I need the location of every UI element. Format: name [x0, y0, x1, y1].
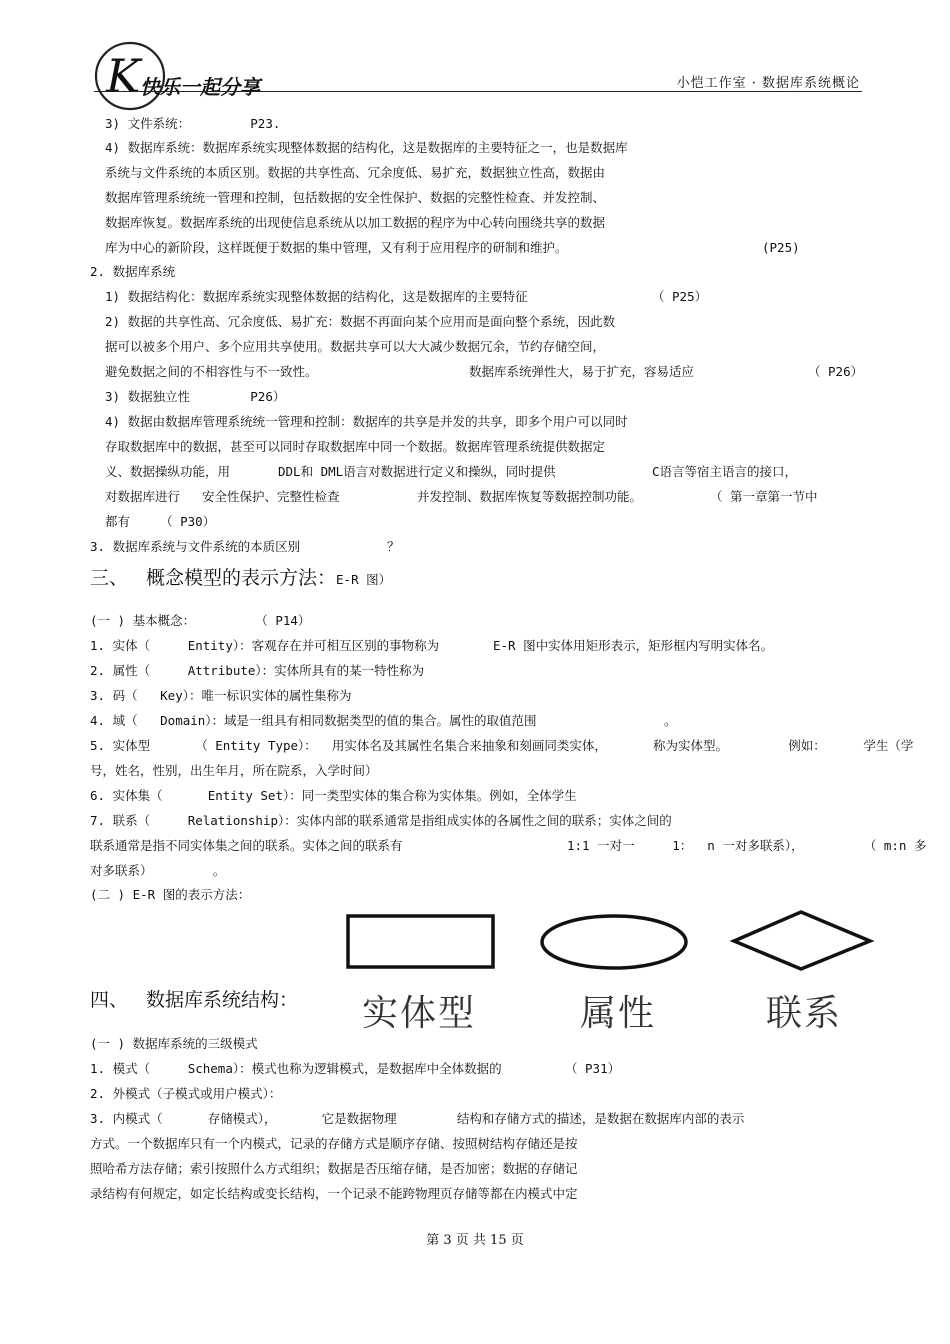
text-line: 库为中心的新阶段，这样既便于数据的集中管理，又有利于应用程序的研制和维护。 [105, 240, 568, 255]
text-line: 1. 模式（ Schema）：模式也称为逻辑模式，是数据库中全体数据的 [90, 1061, 502, 1076]
logo-slogan: 快乐一起分享 [140, 75, 260, 99]
text-line: ？ [387, 539, 400, 554]
text-line: 存取数据库中的数据，甚至可以同时存取数据库中同一个数据。数据库管理系统提供数据定 [105, 439, 606, 454]
text-line: 照哈希方法存储；索引按照什么方式组织；数据是否压缩存储，是否加密；数据的存储记 [90, 1161, 578, 1176]
text-line: 数据库系统弹性大，易于扩充，容易适应 [469, 364, 695, 379]
relationship-diamond-shape [734, 912, 870, 969]
text-line: 。 [664, 713, 677, 728]
section-number: 四、 [90, 989, 129, 1011]
text-line: 7. 联系（ Relationship）：实体内部的联系通常是指组成实体的各属性之间的联系；实体之间的 [90, 813, 672, 828]
page-ref: （ P25） [652, 289, 708, 304]
text-line: 称为实体型。 例如： 学生（学 [653, 738, 914, 753]
attribute-ellipse-shape [542, 916, 686, 968]
section-title: 数据库系统结构： [146, 989, 299, 1011]
text-line: 2. 外模式（子模式或用户模式）： [90, 1086, 282, 1101]
text-line: 4) 数据库系统：数据库系统实现整体数据的结构化，这是数据库的主要特征之一，也是数据库 [105, 140, 628, 155]
text-line: 1:1 一对一 1： n 一对多联系）， （ m:n 多 [567, 838, 927, 853]
er-label-entity: 实体型 [362, 993, 477, 1034]
text-line: 据可以被多个用户、多个应用共享使用。数据共享可以大大减少数据冗余，节约存储空间， [105, 339, 606, 354]
text-line: 都有 （ P30） [105, 514, 216, 529]
page-footer: 第 3 页 共 15 页 [426, 1233, 524, 1248]
logo-letter: K [106, 49, 141, 103]
er-label-relationship: 联系 [766, 993, 843, 1034]
text-line: 避免数据之间的不相容性与不一致性。 [105, 364, 318, 379]
text-line: 系统与文件系统的本质区别。数据的共享性高、冗余度低、易扩充，数据独立性高，数据由 [105, 165, 606, 180]
section-title: 概念模型的表示方法： [146, 567, 337, 589]
page-ref: （ P26） [808, 364, 864, 379]
text-line: 3. 码（ Key）：唯一标识实体的属性集称为 [90, 688, 352, 703]
text-line: 2) 数据的共享性高、冗余度低、易扩充：数据不再面向某个应用而是面向整个系统，因此数 [105, 314, 616, 329]
text-line: 4. 域（ Domain）：域是一组具有相同数据类型的值的集合。属性的取值范围 [90, 713, 537, 728]
text-line: （ 第一章第一节中 [710, 489, 818, 504]
text-line: 1) 数据结构化：数据库系统实现整体数据的结构化，这是数据库的主要特征 [105, 289, 528, 304]
text-line: 5. 实体型 （ Entity Type）： 用实体名及其属性名集合来抽象和刻画同类实体， [90, 738, 607, 753]
sub-heading: (一 ) 数据库系统的三级模式 [90, 1036, 258, 1051]
text-line: 3. 内模式（ 存储模式）， 它是数据物理 结构和存储方式的描述，是数据在数据库内部的表示 [90, 1111, 745, 1126]
page-ref: （ P31） [565, 1061, 621, 1076]
text-line: 联系通常是指不同实体集之间的联系。实体之间的联系有 [90, 838, 403, 853]
text-line: 数据库管理系统统一管理和控制，包括数据的安全性保护、数据的完整性检查、并发控制、 [105, 190, 606, 205]
page-ref: (P25) [762, 240, 800, 255]
text-line: 义、数据操纵功能，用 [105, 464, 231, 479]
list-heading: 3. 数据库系统与文件系统的本质区别 [90, 539, 301, 554]
text-line: C语言等宿主语言的接口， [652, 464, 798, 479]
list-heading: 2. 数据库系统 [90, 264, 176, 279]
er-label-attribute: 属性 [580, 993, 657, 1034]
text-line: 3) 数据独立性 P26） [105, 389, 286, 404]
text-line: 6. 实体集（ Entity Set）：同一类型实体的集合称为实体集。例如，全体学生 [90, 788, 577, 803]
text-line: 1. 实体（ Entity）：客观存在并可相互区别的事物称为 [90, 638, 440, 653]
sub-heading: (一 ) 基本概念： （ P14） [90, 613, 311, 628]
section-heading-4 [90, 988, 298, 1012]
text-line: DDL和 DML语言对数据进行定义和操纵，同时提供 [278, 464, 556, 479]
text-line: 3) 文件系统： P23. [105, 116, 281, 131]
text-line: 并发控制、数据库恢复等数据控制功能。 [417, 489, 643, 504]
text-line: E-R 图中实体用矩形表示，矩形框内写明实体名。 [493, 638, 774, 653]
text-line: 号，姓名，性别，出生年月，所在院系，入学时间） [90, 763, 378, 778]
text-line: 安全性保护、完整性检查 [202, 489, 340, 504]
sub-heading: (二 ) E-R 图的表示方法： [90, 887, 251, 902]
entity-rectangle-shape [348, 916, 493, 967]
text-line: 方式。一个数据库只有一个内模式，记录的存储方式是顺序存储、按照树结构存储还是按 [90, 1136, 578, 1151]
text-line: 录结构有何规定，如定长结构或变长结构，一个记录不能跨物理页存储等都在内模式中定 [90, 1186, 578, 1201]
section-heading-3 [90, 566, 391, 592]
text-line: 2. 属性（ Attribute）：实体所具有的某一特性称为 [90, 663, 425, 678]
text-line: 4) 数据由数据库管理系统统一管理和控制：数据库的共享是并发的共享，即多个用户可以同时 [105, 414, 628, 429]
text-line: 对多联系） 。 [90, 863, 226, 878]
section-number: 三、 [90, 567, 129, 589]
header-rule [94, 91, 862, 92]
text-line: 数据库恢复。数据库系统的出现使信息系统从以加工数据的程序为中心转向围绕共享的数据 [105, 215, 606, 230]
section-suffix: E-R 图） [336, 572, 392, 587]
logo [92, 40, 292, 120]
text-line: 对数据库进行 [105, 489, 181, 504]
header-title: 小恺工作室 · 数据库系统概论 [676, 76, 860, 91]
logo-graphic [92, 40, 292, 120]
